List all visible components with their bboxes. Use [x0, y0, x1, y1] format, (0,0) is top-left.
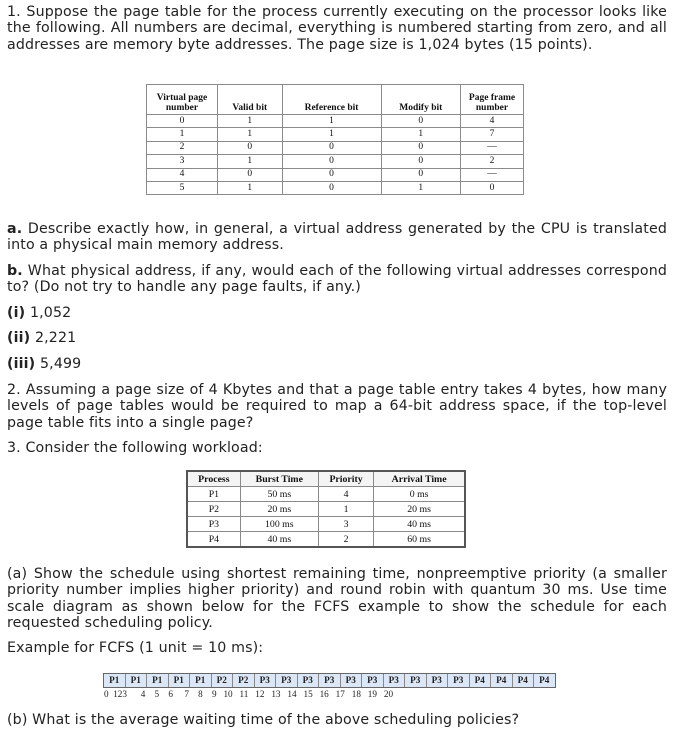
gantt-time-scale: 0 123 4 5 6 7 8 9 10 11 12 13 14 15 16 17 18 19 20: [104, 689, 394, 699]
item-value: 5,499: [39, 356, 82, 372]
gantt-slot: P2: [233, 674, 255, 687]
workload-column-header: Process: [187, 471, 240, 487]
gantt-slot: P3: [298, 674, 320, 687]
workload-cell: 3: [318, 517, 373, 532]
page-table-cell: 5: [147, 181, 218, 194]
workload-cell: P4: [187, 532, 240, 548]
page-table-column-header: Valid bit: [218, 85, 283, 115]
workload-cell: P2: [187, 502, 240, 517]
gantt-slot: P3: [319, 674, 341, 687]
q3-part-b: (b) What is the average waiting time of the above scheduling policies?: [7, 712, 520, 728]
q1-part-b: [7, 263, 667, 296]
gantt-slot: P3: [405, 674, 427, 687]
workload-row: [187, 487, 465, 502]
workload-cell: 1: [318, 502, 373, 517]
q3-intro: 3. Consider the following workload:: [7, 440, 263, 456]
part-b-text: What physical address, if any, would each of the following virtual addresses correspond to? (Do not try to handle any page faults, if any.): [7, 263, 667, 296]
page-table-cell: —: [461, 141, 524, 154]
item-label: (ii): [7, 330, 31, 346]
page-table-cell: 0: [381, 168, 460, 181]
item-value: 2,221: [34, 330, 77, 346]
page-table-cell: 1: [218, 155, 283, 168]
q3-part-a: (a) Show the schedule using shortest remaining time, nonpreemptive priority (a smaller priority number implies higher priority) and round robin with quantum 30 ms. Use time scale diagram as shown below for the FCFS example to show the schedule for each requested scheduling policy.: [7, 566, 667, 632]
gantt-slot: P4: [534, 674, 555, 687]
item-label: (i): [7, 305, 26, 321]
page-table-cell: 0: [147, 115, 218, 128]
gantt-slot: P2: [212, 674, 234, 687]
page-table-header: [147, 85, 524, 115]
gantt-slot: P3: [427, 674, 449, 687]
page-table-column-header: Virtual page number: [147, 85, 218, 115]
fcfs-example-label: Example for FCFS (1 unit = 10 ms):: [7, 640, 264, 656]
page-table-cell: 0: [282, 141, 381, 154]
workload-column-header: Priority: [318, 471, 373, 487]
gantt-slot: P1: [126, 674, 148, 687]
page-table-cell: 1: [147, 128, 218, 141]
workload-cell: 40 ms: [240, 532, 318, 548]
workload-table-body: [187, 487, 465, 548]
page-table-cell: 7: [461, 128, 524, 141]
page-table-cell: 2: [461, 155, 524, 168]
q1-part-a: [7, 221, 667, 254]
gantt-slot: P3: [384, 674, 406, 687]
page-table-column-header: Reference bit: [282, 85, 381, 115]
page-table-body: [147, 115, 524, 195]
workload-table-header: [187, 471, 465, 487]
page-table-cell: 1: [218, 128, 283, 141]
workload-cell: P1: [187, 487, 240, 502]
workload-cell: 2: [318, 532, 373, 548]
gantt-slot: P3: [276, 674, 298, 687]
item-value: 1,052: [29, 305, 72, 321]
fcfs-gantt-chart: [103, 673, 556, 688]
workload-cell: 20 ms: [374, 502, 465, 517]
gantt-slot: P3: [341, 674, 363, 687]
page-table-cell: 1: [282, 115, 381, 128]
page-table: [146, 84, 524, 195]
item-label: (iii): [7, 356, 36, 372]
part-a-text: Describe exactly how, in general, a virtual address generated by the CPU is translated into a physical main memory address.: [7, 221, 667, 254]
workload-cell: 40 ms: [374, 517, 465, 532]
workload-cell: 50 ms: [240, 487, 318, 502]
page-table-column-header: Page frame number: [461, 85, 524, 115]
page-table-cell: 3: [147, 155, 218, 168]
workload-cell: 4: [318, 487, 373, 502]
workload-column-header: Burst Time: [240, 471, 318, 487]
q2-text: 2. Assuming a page size of 4 Kbytes and that a page table entry takes 4 bytes, how many levels of page tables would be required to map a 64-bit address space, if the top-level page table fits into a single page?: [7, 382, 667, 431]
page-table-cell: 0: [282, 155, 381, 168]
gantt-slot: P1: [104, 674, 126, 687]
page-table-cell: 0: [282, 168, 381, 181]
page-table-cell: 1: [282, 128, 381, 141]
page-table-row: [147, 115, 524, 128]
page-table-cell: 0: [282, 181, 381, 194]
page-table-cell: —: [461, 168, 524, 181]
page-table-cell: 4: [461, 115, 524, 128]
page-table-cell: 0: [381, 115, 460, 128]
gantt-slot: P3: [255, 674, 277, 687]
address-item-1: [7, 305, 667, 321]
workload-row: [187, 517, 465, 532]
page-table-row: [147, 128, 524, 141]
page-table-cell: 0: [218, 141, 283, 154]
gantt-slot: P3: [362, 674, 384, 687]
address-item-2: [7, 330, 667, 346]
q1-intro: 1. Suppose the page table for the process currently executing on the processor looks like the following. All numbers are decimal, everything is numbered starting from zero, and all addresses are memory byte addresses. The page size is 1,024 bytes (15 points).: [7, 4, 667, 53]
gantt-slot: P4: [470, 674, 492, 687]
part-a-label: a.: [7, 221, 23, 237]
workload-row: [187, 532, 465, 548]
page-table-row: [147, 181, 524, 194]
address-item-3: [7, 356, 667, 372]
page-table-cell: 1: [381, 128, 460, 141]
workload-cell: 60 ms: [374, 532, 465, 548]
gantt-slot: P1: [169, 674, 191, 687]
part-b-label: b.: [7, 263, 23, 279]
gantt-slot: P3: [448, 674, 470, 687]
workload-cell: 20 ms: [240, 502, 318, 517]
page-table-row: [147, 141, 524, 154]
workload-cell: 0 ms: [374, 487, 465, 502]
page-table-cell: 0: [218, 168, 283, 181]
workload-row: [187, 502, 465, 517]
workload-column-header: Arrival Time: [374, 471, 465, 487]
page-table-cell: 0: [381, 155, 460, 168]
workload-cell: P3: [187, 517, 240, 532]
page-table-cell: 1: [381, 181, 460, 194]
gantt-slot: P4: [491, 674, 513, 687]
page-table-cell: 2: [147, 141, 218, 154]
gantt-slot: P4: [513, 674, 535, 687]
page-table-cell: 0: [381, 141, 460, 154]
gantt-slot: P1: [190, 674, 212, 687]
page-table-row: [147, 155, 524, 168]
page-table-cell: 1: [218, 115, 283, 128]
gantt-slot: P1: [147, 674, 169, 687]
page-table-cell: 4: [147, 168, 218, 181]
page-table-row: [147, 168, 524, 181]
page-table-cell: 0: [461, 181, 524, 194]
page-table-column-header: Modify bit: [381, 85, 460, 115]
workload-cell: 100 ms: [240, 517, 318, 532]
workload-table: [186, 470, 466, 548]
page-table-cell: 1: [218, 181, 283, 194]
